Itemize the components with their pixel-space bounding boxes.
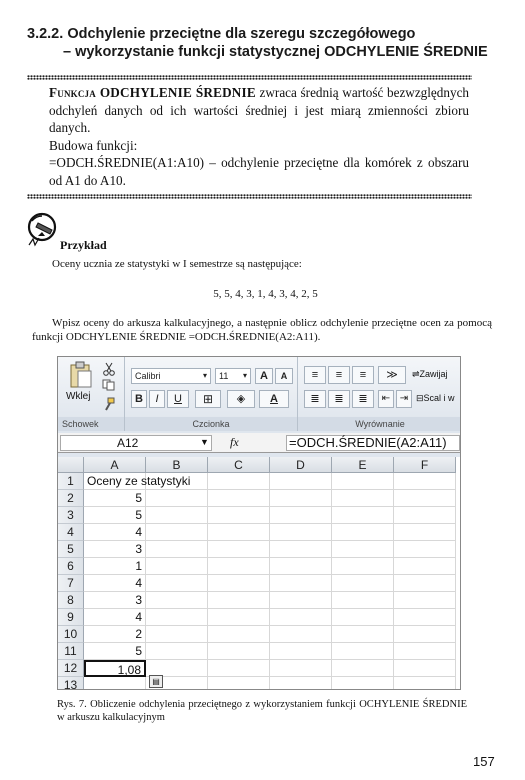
alignment-group [298, 357, 461, 431]
cell-f2[interactable] [394, 490, 456, 507]
font-group [125, 357, 298, 431]
heading-line-2: – wykorzystanie funkcji statystycznej ODCHYLENIE ŚREDNIE [63, 44, 488, 60]
cell-f10[interactable] [394, 626, 456, 643]
cell-d5[interactable] [270, 541, 332, 558]
example-pencil-icon [26, 212, 62, 248]
paste-button-label[interactable]: Wklej [66, 391, 91, 402]
insert-function-icon[interactable]: fx [230, 435, 239, 449]
dotted-rule-top [27, 75, 472, 80]
align-top-icon: ≡ [311, 369, 319, 381]
cell-c7[interactable] [208, 575, 270, 592]
align-center-button[interactable] [328, 390, 350, 408]
align-right-button[interactable] [352, 390, 374, 408]
ribbon [58, 357, 461, 431]
row-header-2[interactable]: 2 [58, 490, 84, 507]
align-bottom-button[interactable] [352, 366, 374, 384]
cell-d3[interactable] [270, 507, 332, 524]
cell-f3[interactable] [394, 507, 456, 524]
column-header-a[interactable]: A [84, 457, 146, 473]
column-header-f[interactable]: F [394, 457, 456, 473]
cell-b3[interactable] [146, 507, 208, 524]
section-heading [27, 25, 497, 61]
cell-d11[interactable] [270, 643, 332, 660]
cell-a1[interactable]: Oceny ze statystyki [84, 473, 146, 490]
clipboard-group [58, 357, 125, 431]
cell-c6[interactable] [208, 558, 270, 575]
italic-button[interactable]: I [149, 390, 165, 408]
syntax-line: =ODCH.ŚREDNIE(A1:A10) – odchylenie przeciętne dla komórek z obszaru od A1 do A10. [49, 155, 469, 188]
cell-e11[interactable] [332, 643, 394, 660]
decrease-indent-icon: ⇤ [381, 393, 391, 404]
cell-e2[interactable] [332, 490, 394, 507]
chevron-down-icon: ▾ [242, 371, 247, 380]
format-painter-icon[interactable] [102, 397, 116, 411]
cell-c13[interactable] [208, 677, 270, 690]
column-header-e[interactable]: E [332, 457, 394, 473]
section-number: 3.2.2. [27, 26, 64, 42]
underline-button[interactable]: U [167, 390, 189, 408]
wrap-text-icon: ⇌ [412, 369, 420, 379]
merge-icon: ⊟ [416, 393, 424, 403]
cell-a11[interactable]: 5 [84, 643, 146, 660]
row-header-6[interactable]: 6 [58, 558, 84, 575]
row-header-1[interactable]: 1 [58, 473, 84, 490]
figure-caption: Rys. 7. Obliczenie odchylenia przeciętnego z wykorzystaniem funkcji OCHYLENIE ŚREDNIE w arkuszu kalkulacyjnym [57, 699, 467, 723]
cut-icon[interactable] [102, 362, 116, 376]
row-header-10[interactable]: 10 [58, 626, 84, 643]
cell-d4[interactable] [270, 524, 332, 541]
cell-b6[interactable] [146, 558, 208, 575]
decrease-indent-button[interactable] [378, 390, 394, 408]
cell-c1[interactable] [208, 473, 270, 490]
cell-b5[interactable] [146, 541, 208, 558]
cell-a9[interactable]: 4 [84, 609, 146, 626]
cell-d9[interactable] [270, 609, 332, 626]
cell-a7[interactable]: 4 [84, 575, 146, 592]
orientation-button[interactable] [378, 366, 406, 384]
grade-sequence: 5, 5, 4, 3, 1, 4, 3, 4, 2, 5 [213, 288, 318, 300]
cell-e13[interactable] [332, 677, 394, 690]
select-all-corner[interactable] [58, 457, 84, 473]
page-number: 157 [473, 754, 495, 769]
wrap-text-button[interactable]: ⇌Zawijaj [412, 369, 448, 379]
shrink-font-button[interactable]: A [275, 368, 293, 384]
cell-e7[interactable] [332, 575, 394, 592]
cell-d13[interactable] [270, 677, 332, 690]
cell-e4[interactable] [332, 524, 394, 541]
cell-d6[interactable] [270, 558, 332, 575]
cell-b2[interactable] [146, 490, 208, 507]
name-box-dropdown-icon[interactable]: ▼ [200, 437, 209, 447]
spreadsheet-screenshot [57, 356, 461, 690]
cell-f1[interactable] [394, 473, 456, 490]
cell-b10[interactable] [146, 626, 208, 643]
row-header-8[interactable]: 8 [58, 592, 84, 609]
cell-a8[interactable]: 3 [84, 592, 146, 609]
heading-line-1: Odchylenie przeciętne dla szeregu szczegółowego [67, 26, 416, 42]
cell-c3[interactable] [208, 507, 270, 524]
cell-e12[interactable] [332, 660, 394, 677]
row-header-12[interactable]: 12 [58, 660, 84, 677]
column-header-c[interactable]: C [208, 457, 270, 473]
cell-e10[interactable] [332, 626, 394, 643]
cell-c11[interactable] [208, 643, 270, 660]
alignment-group-label: Wyrównanie [298, 417, 461, 431]
row-header-4[interactable]: 4 [58, 524, 84, 541]
cell-a3[interactable]: 5 [84, 507, 146, 524]
merge-center-button[interactable]: ⊟Scal i w [416, 393, 455, 403]
cell-c12[interactable] [208, 660, 270, 677]
fill-bucket-icon: ◈ [236, 393, 246, 405]
cell-f5[interactable] [394, 541, 456, 558]
worksheet-grid [58, 457, 461, 690]
cell-e9[interactable] [332, 609, 394, 626]
cell-a12[interactable]: 1,08 [84, 660, 146, 677]
dotted-rule-bottom [27, 194, 472, 199]
cell-a13[interactable] [84, 677, 146, 690]
cell-b8[interactable] [146, 592, 208, 609]
cell-e3[interactable] [332, 507, 394, 524]
formula-input[interactable]: =ODCH.ŚREDNIE(A2:A11) [286, 435, 460, 451]
row-header-11[interactable]: 11 [58, 643, 84, 660]
row-header-3[interactable]: 3 [58, 507, 84, 524]
cell-d10[interactable] [270, 626, 332, 643]
cell-b7[interactable] [146, 575, 208, 592]
cell-f8[interactable] [394, 592, 456, 609]
font-color-icon: A [270, 393, 278, 405]
cell-d8[interactable] [270, 592, 332, 609]
increase-indent-icon: ⇥ [399, 393, 409, 404]
font-color-button[interactable] [259, 390, 289, 408]
cell-d1[interactable] [270, 473, 332, 490]
font-size-select[interactable]: 11 ▾ [215, 368, 251, 384]
cell-b1[interactable] [146, 473, 208, 490]
cell-c5[interactable] [208, 541, 270, 558]
row-header-5[interactable]: 5 [58, 541, 84, 558]
orientation-icon: ≫ [386, 369, 398, 381]
paste-icon[interactable] [68, 361, 94, 389]
syntax-heading: Budowa funkcji: [49, 137, 138, 153]
font-name-select[interactable]: Calibri ▾ [131, 368, 211, 384]
cell-f4[interactable] [394, 524, 456, 541]
cell-b4[interactable] [146, 524, 208, 541]
row-header-13[interactable]: 13 [58, 677, 84, 690]
cell-e8[interactable] [332, 592, 394, 609]
cell-d7[interactable] [270, 575, 332, 592]
cell-a10[interactable]: 2 [84, 626, 146, 643]
align-center-icon: ≣ [334, 393, 344, 405]
cell-f6[interactable] [394, 558, 456, 575]
align-left-icon: ≣ [310, 393, 320, 405]
column-header-b[interactable]: B [146, 457, 208, 473]
function-name: Funkcja ODCHYLENIE ŚREDNIE [49, 85, 256, 100]
definition-box [27, 75, 472, 199]
example-instruction: Wpisz oceny do arkusza kalkulacyjnego, a następnie oblicz odchylenie przeciętne ocen za pomocą funkcji ODCHYLENIE ŚREDNIE =ODCH.ŚREDNIE(A2:A11). [32, 317, 492, 343]
grow-font-button[interactable]: A [255, 368, 273, 384]
align-middle-icon: ≡ [335, 369, 343, 381]
cell-f9[interactable] [394, 609, 456, 626]
cell-f7[interactable] [394, 575, 456, 592]
cell-a5[interactable]: 3 [84, 541, 146, 558]
cell-d12[interactable] [270, 660, 332, 677]
formula-bar [58, 433, 461, 453]
cell-c2[interactable] [208, 490, 270, 507]
cell-e5[interactable] [332, 541, 394, 558]
align-right-icon: ≣ [358, 393, 368, 405]
align-top-button[interactable] [304, 366, 326, 384]
cell-b9[interactable] [146, 609, 208, 626]
cell-c9[interactable] [208, 609, 270, 626]
column-header-d[interactable]: D [270, 457, 332, 473]
cell-a6[interactable]: 1 [84, 558, 146, 575]
cell-f13[interactable] [394, 677, 456, 690]
row-header-7[interactable]: 7 [58, 575, 84, 592]
align-middle-button[interactable] [328, 366, 350, 384]
increase-indent-button[interactable] [396, 390, 412, 408]
clipboard-group-label: Schowek [58, 417, 124, 431]
name-box[interactable]: A12 [60, 435, 212, 451]
align-left-button[interactable] [304, 390, 326, 408]
cell-a4[interactable]: 4 [84, 524, 146, 541]
example-title: Przykład [60, 238, 107, 252]
cell-a2[interactable]: 5 [84, 490, 146, 507]
definition-sentence: zwraca średnią wartość bezwzględnych odchyleń danych od ich wartości średniej i jest miarą zmienności zbioru danych. [49, 85, 470, 136]
cell-b11[interactable] [146, 643, 208, 660]
align-bottom-icon: ≡ [359, 369, 367, 381]
cell-e6[interactable] [332, 558, 394, 575]
cell-c10[interactable] [208, 626, 270, 643]
chevron-down-icon: ▾ [202, 371, 207, 380]
row-header-9[interactable]: 9 [58, 609, 84, 626]
cell-e1[interactable] [332, 473, 394, 490]
paste-options-icon[interactable]: ▤ [149, 675, 163, 688]
cell-f11[interactable] [394, 643, 456, 660]
cell-d2[interactable] [270, 490, 332, 507]
fill-color-button[interactable] [227, 390, 255, 408]
cell-c4[interactable] [208, 524, 270, 541]
borders-button[interactable] [195, 390, 221, 408]
cell-f12[interactable] [394, 660, 456, 677]
copy-icon[interactable] [102, 379, 116, 391]
cell-c8[interactable] [208, 592, 270, 609]
font-group-label: Czcionka [125, 417, 297, 431]
definition-text [49, 84, 469, 190]
example-intro: Oceny ucznia ze statystyki w I semestrze są następujące: [52, 258, 302, 270]
bold-button[interactable]: B [131, 390, 147, 408]
borders-icon: ⊞ [202, 392, 214, 406]
